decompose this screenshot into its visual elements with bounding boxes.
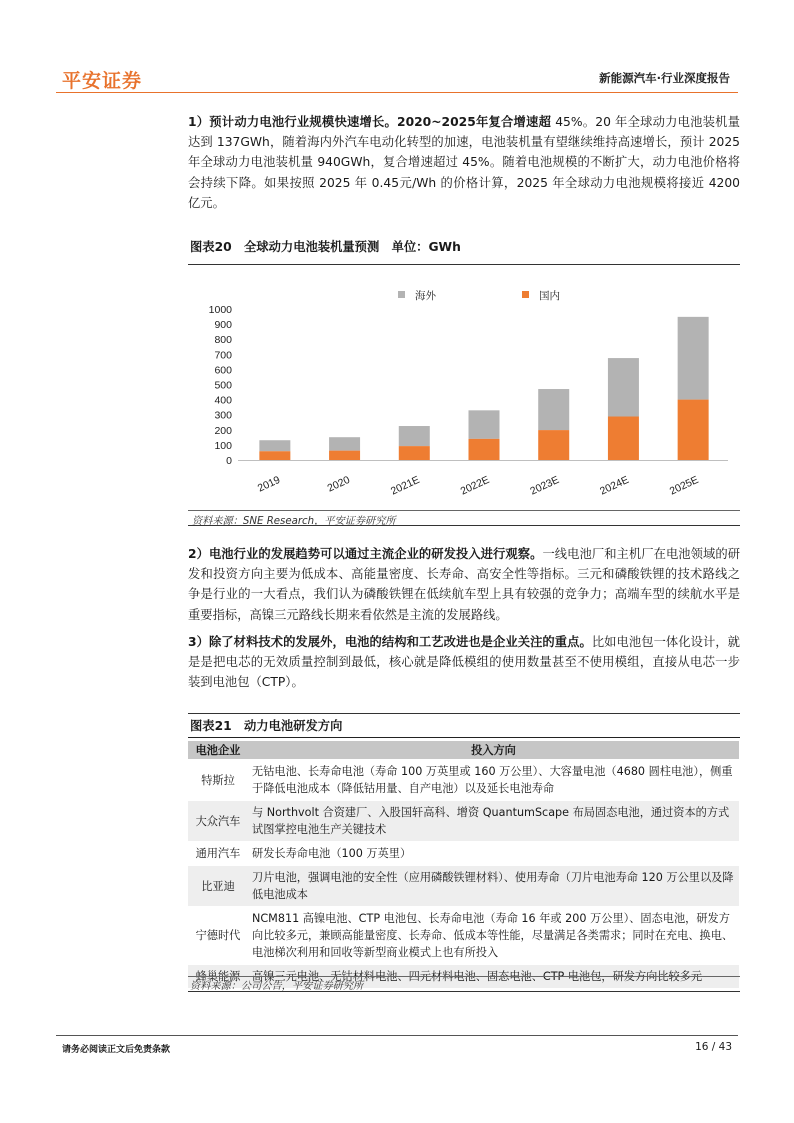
x-tick-label: 2024E xyxy=(598,473,631,498)
bar-overseas xyxy=(678,317,709,400)
figure-20-source: 资料来源：SNE Research，平安证券研究所 xyxy=(192,516,396,527)
x-tick-label: 2025E xyxy=(667,473,701,498)
rd-direction-table xyxy=(188,741,739,989)
legend-swatch xyxy=(522,291,529,298)
direction-cell: 刀片电池，强调电池的安全性（应用磷酸铁锂材料）、使用寿命（刀片电池寿命 120 万公里以及降低电池成本 xyxy=(248,866,739,907)
y-tick-label: 700 xyxy=(214,349,232,362)
figure-21-bottom-rule xyxy=(188,991,740,992)
bar-overseas xyxy=(259,440,290,451)
legend-swatch xyxy=(398,291,405,298)
table-row xyxy=(188,801,739,842)
x-tick-label: 2023E xyxy=(528,473,561,498)
header-divider xyxy=(56,92,738,93)
footer-divider xyxy=(56,1035,738,1036)
figure-21-source: 资料来源：公司公告，平安证券研究所 xyxy=(190,981,364,992)
paragraph-3-body: 比如电池包一体化设计，就是是把电芯的无效质量控制到最低，核心就是降低模组的使用数量甚至不使用模组，直接从电芯一步装到电池包（CTP）。 xyxy=(188,635,740,690)
company-cell: 比亚迪 xyxy=(188,866,248,907)
direction-cell: 高镍三元电池、无钴材料电池、四元材料电池、固态电池、CTP 电池包，研发方向比较多元 xyxy=(248,965,739,989)
table-row xyxy=(188,907,739,965)
paragraph-2-lead: 2）电池行业的发展趋势可以通过主流企业的研发投入进行观察。 xyxy=(188,547,543,561)
figure-20-top-rule xyxy=(188,264,740,265)
bar-domestic xyxy=(678,400,709,460)
bar-overseas xyxy=(538,389,569,430)
direction-cell: 无钴电池、长寿命电池（寿命 100 万英里或 160 万公里）、大容量电池（4680 圆柱电池），侧重于降低电池成本（降低钴用量、自产电池）以及延长电池寿命 xyxy=(248,760,739,801)
report-category: 新能源汽车·行业深度报告 xyxy=(599,71,730,85)
figure-20-chart xyxy=(188,289,740,509)
company-cell: 通用汽车 xyxy=(188,842,248,866)
company-cell: 特斯拉 xyxy=(188,760,248,801)
paragraph-1 xyxy=(188,112,740,213)
company-cell: 蜂巢能源 xyxy=(188,965,248,989)
brand-logo: 平安证券 xyxy=(62,70,143,92)
bar-domestic xyxy=(608,417,639,460)
page-number: 16 / 43 xyxy=(695,1041,732,1053)
bar-overseas xyxy=(469,410,500,439)
direction-cell: NCM811 高镍电池、CTP 电池包、长寿命电池（寿命 16 年或 200 万公里）、固态电池，研发方向比较多元，兼顾高能量密度、长寿命、低成本等性能，尽量满足各类需求；同时在充电、换电、电池梯次利用和回收等新型商业模式上也有所投入 xyxy=(248,907,739,965)
chart-x-labels xyxy=(256,474,701,498)
y-tick-label: 400 xyxy=(214,394,232,407)
paragraph-2 xyxy=(188,544,740,625)
company-cell: 大众汽车 xyxy=(188,801,248,842)
chart-bars xyxy=(259,317,708,460)
table-header-row xyxy=(188,741,739,760)
table-header-direction: 投入方向 xyxy=(248,741,739,760)
x-tick-label: 2021E xyxy=(388,473,422,498)
legend-label: 海外 xyxy=(415,290,436,302)
disclaimer-note: 请务必阅读正文后免责条款 xyxy=(62,1045,171,1055)
direction-cell: 研发长寿命电池（100 万英里） xyxy=(248,842,739,866)
bar-domestic xyxy=(469,439,500,460)
legend-label: 国内 xyxy=(539,290,560,302)
figure-20-source-rule xyxy=(188,510,740,511)
bar-overseas xyxy=(608,358,639,416)
figure-20-title: 图表20 全球动力电池装机量预测 单位：GWh xyxy=(190,240,461,254)
y-tick-label: 200 xyxy=(214,424,232,437)
bar-domestic xyxy=(329,451,360,460)
paragraph-1-lead: 1）预计动力电池行业规模快速增长。2020~2025年复合增速超 xyxy=(188,115,552,129)
figure-20-bottom-rule xyxy=(188,525,740,526)
y-tick-label: 300 xyxy=(214,409,232,422)
y-tick-label: 800 xyxy=(214,334,232,347)
paragraph-2-body: 一线电池厂和主机厂在电池领域的研发和投资方向主要为低成本、高能量密度、长寿命、高安全性等指标。三元和磷酸铁锂的技术路线之争是行业的一大看点，我们认为磷酸铁锂在低续航车型上具有较强的竞争力；高端车型的续航水平是重要指标，高镍三元路线长期来看依然是主流的发展路线。 xyxy=(188,547,740,622)
x-tick-label: 2020 xyxy=(325,473,352,495)
table-row xyxy=(188,760,739,801)
paragraph-3-lead: 3）除了材料技术的发展外，电池的结构和工艺改进也是企业关注的重点。 xyxy=(188,635,592,649)
bar-domestic xyxy=(538,430,569,460)
bar-overseas xyxy=(329,437,360,450)
table-row xyxy=(188,866,739,907)
bar-overseas xyxy=(399,426,430,446)
bar-domestic xyxy=(399,446,430,460)
y-tick-label: 100 xyxy=(214,439,232,452)
y-tick-label: 500 xyxy=(214,379,232,392)
figure-21-title-rule xyxy=(188,737,740,738)
paragraph-3 xyxy=(188,632,740,693)
bar-chart xyxy=(188,289,740,509)
figure-21-top-rule xyxy=(188,713,740,714)
y-tick-label: 900 xyxy=(214,319,232,332)
paragraph-1-body: 45%。20 年全球动力电池装机量达到 137GWh，随着海内外汽车电动化转型的加速，电池装机量有望继续维持高速增长，预计 2025 年全球动力电池装机量 940GWh，复合增速超过 45%。随着电池规模的不断扩大，动力电池价格将会持续下降。如果按照 2025 年 0.45元/Wh 的价格计算，2025 年全球动力电池规模将接近 4200 亿元。 xyxy=(188,115,740,210)
y-tick-label: 1000 xyxy=(208,304,232,316)
chart-legend xyxy=(398,289,560,302)
table-row xyxy=(188,842,739,866)
table-header-company: 电池企业 xyxy=(188,741,248,760)
bar-domestic xyxy=(259,451,290,460)
y-tick-label: 0 xyxy=(226,455,232,467)
figure-21-title: 图表21 动力电池研发方向 xyxy=(190,719,343,733)
company-cell: 宁德时代 xyxy=(188,907,248,965)
x-tick-label: 2022E xyxy=(458,473,492,498)
direction-cell: 与 Northvolt 合资建厂、入股国轩高科、增资 QuantumScape 布局固态电池，通过资本的方式试图掌控电池生产关键技术 xyxy=(248,801,739,842)
x-tick-label: 2019 xyxy=(255,473,283,495)
y-tick-label: 600 xyxy=(214,364,232,377)
